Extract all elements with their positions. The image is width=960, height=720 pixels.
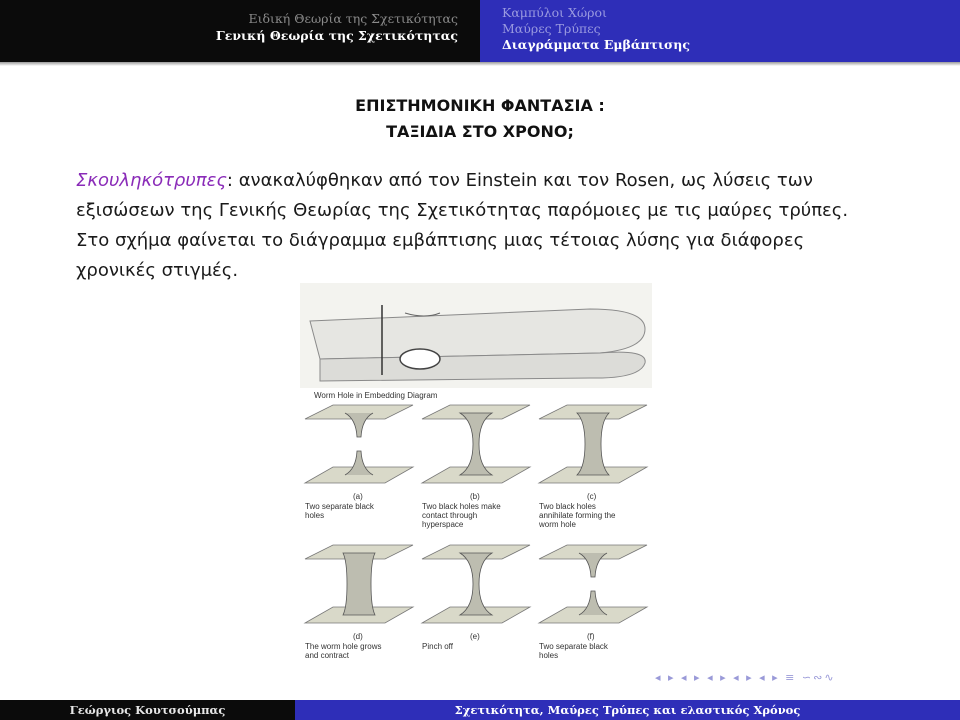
panel-letter: (a) — [353, 492, 363, 501]
black-hole-funnel — [345, 451, 373, 475]
black-hole-funnel — [579, 553, 607, 577]
beamer-navigation-symbols[interactable]: ◂ ▸ ◂ ▸ ◂ ▸ ◂ ▸ ◂ ▸ ≡ ∽∾∿ — [655, 671, 836, 684]
panel-letter: (d) — [353, 632, 363, 641]
slide-title — [0, 93, 960, 145]
panel-caption: Two black holes make — [422, 502, 501, 511]
wormhole-mouth — [400, 349, 440, 369]
embedding-panel — [422, 545, 530, 651]
panel-caption: Two separate black — [305, 502, 374, 511]
panel-caption: contact through — [422, 511, 478, 520]
header-bar — [0, 0, 960, 62]
footer-presentation-title: Σχετικότητα, Μαύρες Τρύπες και ελαστικός Χρόνος — [295, 700, 960, 720]
embedding-panel — [305, 405, 413, 520]
title-line-2: ΤΑΞΙΔΙΑ ΣΤΟ ΧΡΟΝΟ; — [386, 122, 574, 141]
panel-caption: Pinch off — [422, 642, 453, 651]
wormhole-throat — [343, 553, 375, 615]
embedding-panel — [305, 545, 413, 660]
panel-caption: annihilate forming the — [539, 511, 616, 520]
wormhole-throat — [460, 553, 492, 615]
slide-body-text — [76, 166, 876, 286]
wormhole-embedding-figure — [300, 283, 652, 683]
black-hole-funnel — [345, 413, 373, 437]
black-hole-funnel — [579, 591, 607, 615]
panel-letter: (c) — [587, 492, 597, 501]
panel-caption: Two black holes — [539, 502, 596, 511]
panel-letter: (b) — [470, 492, 480, 501]
subsection-nav — [480, 0, 960, 62]
nav-special-relativity[interactable]: Ειδική Θεωρία της Σχετικότητας — [248, 11, 458, 26]
footer-bar — [0, 700, 960, 720]
wormhole-throat — [577, 413, 609, 475]
nav-embedding-diagrams[interactable]: Διαγράμματα Εμβάπτισης — [502, 37, 690, 52]
embedding-panel — [539, 545, 647, 660]
panel-letter: (e) — [470, 632, 480, 641]
header-shadow — [0, 62, 960, 66]
panel-caption: worm hole — [539, 520, 576, 529]
section-nav — [0, 0, 480, 62]
highlighted-term: Σκουληκότρυπες — [76, 170, 227, 191]
panel-caption: Two separate black — [539, 642, 608, 651]
nav-curved-spaces[interactable]: Καμπύλοι Χώροι — [502, 5, 607, 20]
panel-caption: hyperspace — [422, 520, 464, 529]
title-line-1: ΕΠΙΣΤΗΜΟΝΙΚΗ ΦΑΝΤΑΣΙΑ : — [355, 96, 605, 115]
embedding-panel — [538, 405, 647, 529]
embedding-panel — [422, 405, 530, 529]
panel-caption: and contract — [305, 651, 350, 660]
footer-author: Γεώργιος Κουτσούμπας — [0, 700, 295, 720]
nav-black-holes[interactable]: Μαύρες Τρύπες — [502, 21, 601, 36]
wormhole-throat — [460, 413, 492, 475]
panel-caption: holes — [305, 511, 325, 520]
panel-caption: holes — [539, 651, 559, 660]
top-figure-caption: Worm Hole in Embedding Diagram — [314, 391, 438, 400]
panels-group — [305, 405, 647, 660]
body-paragraph: : ανακαλύφθηκαν από τον Einstein και τον Rosen, ως λύσεις των εξισώσεων της Γενικής Θεωρίας της Σχετικότητας παρόμοιες με τις μαύρες τρύπες. Στο σχήμα φαίνεται το διάγραμμα εμβάπτισης μιας τέτοιας λύσης για διάφορες χρονικές στιγμές. — [76, 170, 849, 281]
panel-letter: (f) — [587, 632, 595, 641]
wormhole-diagram-image — [300, 283, 652, 683]
nav-general-relativity[interactable]: Γενική Θεωρία της Σχετικότητας — [215, 28, 458, 43]
panel-caption: The worm hole grows — [305, 642, 382, 651]
